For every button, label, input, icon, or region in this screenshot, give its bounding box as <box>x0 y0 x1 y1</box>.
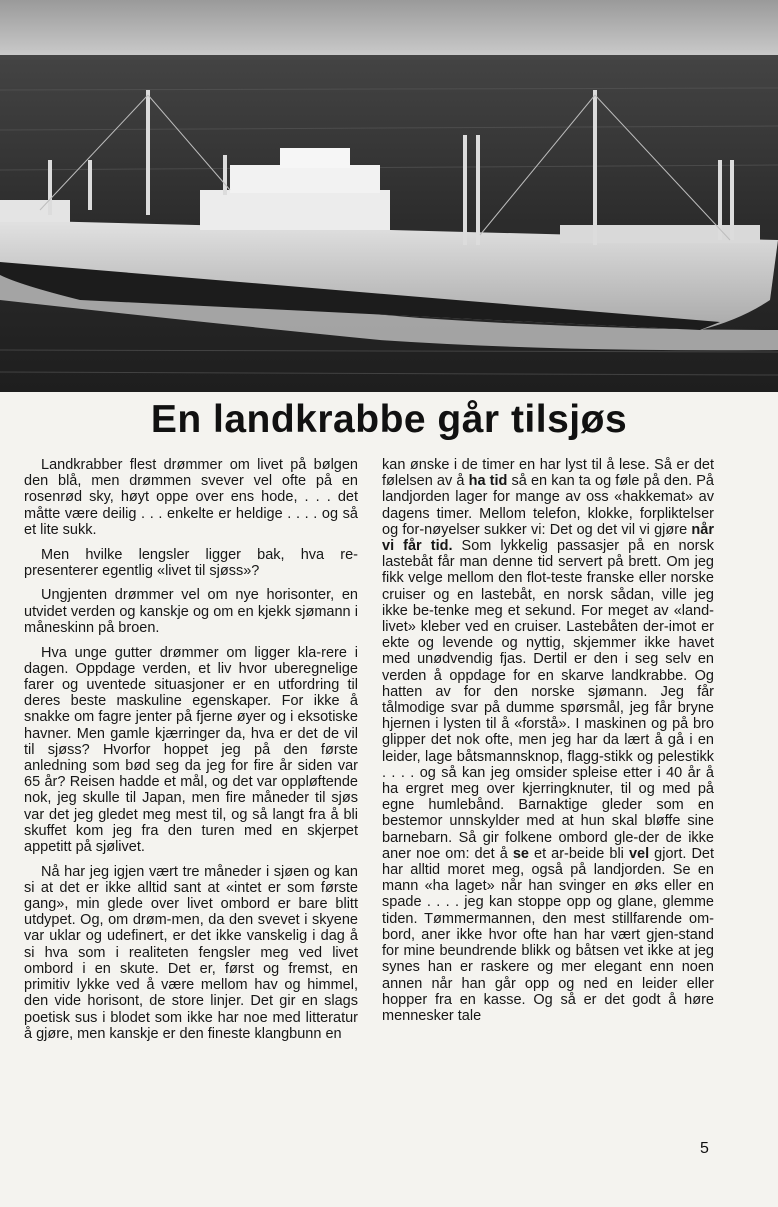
emphasis: se <box>512 845 529 862</box>
paragraph: Nå har jeg igjen vært tre måneder i sjøen og kan si at det er ikke alltid sant at «intet er som første gang», min glede over livet ombord er bare blitt utdypet. Og, om drøm-men, da den svevet i skyene var uklar og udefinert, er det ikke vanskelig i dag å si hva som i realiteten fengsler meg ved livet ombord i en skute. Det er, først og fremst, en primitiv lykke ved å være mellom hav og himmel, den vide horisont, de store linjer. Det gir en slags poetisk sus i blodet som ikke har noe med litteratur å gjøre, men kanskje er den fineste klangbunn en <box>24 863 358 1042</box>
paragraph: Hva unge gutter drømmer om ligger kla-rere i dagen. Oppdage verden, et liv hvor uberegnelige farer og uventede situasjoner er en utfordring til deres beste maskuline egenskaper. For ikke å snakke om fagre jenter på fjerne øyer og i eksotiske havner. Men gamle kjærringer da, hva er det de vil til sjøss? Hvorfor hoppet jeg på den første anledning som bød seg da jeg for fire år siden var 65 år? Reisen hadde et mål, og det var oppløftende nok, jeg skulle til Japan, men fire måneder til sjøs var det jeg gledet meg mest til, og så langt fra å bli skuffet kom jeg fra den turen med en skjerpet appetitt på sjølivet. <box>24 644 358 855</box>
paragraph: Men hvilke lengsler ligger bak, hva re-presenterer egentlig «livet til sjøss»? <box>24 546 358 579</box>
emphasis: ha tid <box>468 473 508 490</box>
text-run: gjort. Det har alltid moret meg, også på landjorden. Se en mann «ha laget» når han svinger en øks eller en spade . . . . jeg kan stoppe opp og glane, glemme tiden. Tømmermannen, den mest stillfarende om-bord, aner ikke hvor ofte han har vært gjen-stand for mine beundrende blikk og båtsen vet ikke at jeg synes han er raskere og mer elegant enn noen annen når han går opp og ned en leider eller hopper fra en kasse. Og så er det godt å høre mennesker tale <box>382 845 715 1024</box>
article-title: En landkrabbe går tilsjøs <box>150 398 628 441</box>
emphasis: når vi får tid. <box>382 521 714 555</box>
text-run: et ar-beide bli <box>528 845 629 862</box>
text-run: kan ønske i de timer en har lyst til å lese. Så er det følelsen av å <box>382 457 714 490</box>
cargo-ship-photo <box>0 0 778 392</box>
paragraph: Landkrabber flest drømmer om livet på bølgen den blå, men drømmen svever vel ofte på en rosenrød sky, høyt oppe over ens hode, . . . det måtte være deilig . . . enkelte er heldige . . . . og så et lite sukk. <box>24 457 358 538</box>
text-run: så en kan ta og føle på den. På landjorden lager for mange av oss «hakkemat» av dagens timer. Mellom telefon, klokke, forpliktelser og for-nøyelser sukker vi: Det og det vil vi gjøre <box>382 473 714 538</box>
article-right-column <box>382 457 714 1024</box>
paragraph <box>382 457 714 1024</box>
article-left-column <box>24 457 358 1050</box>
paragraph: Ungjenten drømmer vel om nye horisonter, en utvidet verden og kanskje og om en kjekk sjømann i måneskinn på broen. <box>24 587 358 636</box>
emphasis: vel <box>628 845 650 862</box>
page-number: 5 <box>700 1140 709 1157</box>
text-run: Som lykkelig passasjer på en norsk lastebåt får man denne tid servert på brett. Om jeg fikk velge mellom den flot-teste franske eller norske cruiser og en lastebåt, en norsk sådan, ville jeg ikke be-tenke meg et sekund. For meget av «land-livet» kleber ved en cruiser. Lastebåten der-imot er ekte og levende og nyttig, skjemmer ikke havet med unødvendig fjas. Dertil er den i seg selv en verden å oppdage for en skarve landkrabbe. Og hatten av for den norske sjømann. Jeg får tålmodige svar på dumme spørsmål, jeg får bryne hjernen i lysten til å «forstå». I maskinen og på bro glipper det nok ofte, men jeg har da lært å gå i en leider, lage båtsmannsknop, flagg-stikk og pelestikk . . . . og så kan jeg omsider spleise etter i 40 år å ha ergret meg over kjerringknuter, til og med på egne humlebånd. Barnaktige gleder som en bestemor unnskylder med at hun skal bløffe sine barnebarn. Så gir folkene ombord gle-der de ikke aner noe om: det å <box>382 538 714 862</box>
